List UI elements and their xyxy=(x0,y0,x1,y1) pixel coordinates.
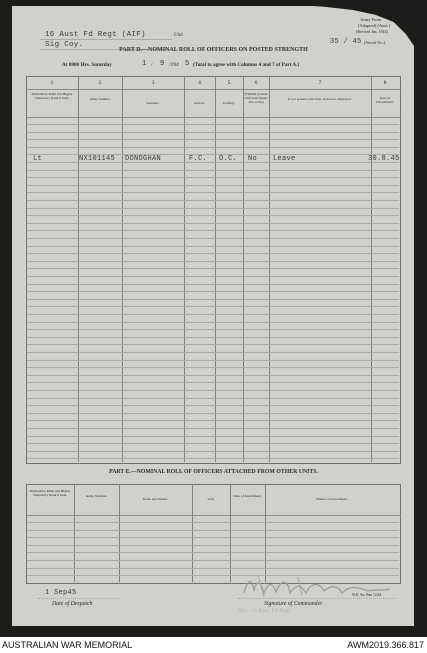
ruled-line xyxy=(27,545,399,546)
date-month: 9 xyxy=(160,60,165,68)
e-header-army-number: Army Number. xyxy=(85,494,108,498)
unit-name: 16 Aust Fd Regt (AIF) xyxy=(45,31,146,39)
signature-line xyxy=(238,598,396,599)
entry-employment: Leave xyxy=(273,155,296,163)
ruled-line xyxy=(27,261,399,262)
ruled-line xyxy=(27,552,399,553)
header-row-divider xyxy=(26,117,401,118)
ruled-line xyxy=(27,443,399,444)
header-present: Whether present with Unit (insert Yes or No) xyxy=(244,92,268,104)
part-d-title: PART D.—NOMINAL ROLL OF OFFICERS ON POSTED STRENGTH xyxy=(119,47,308,53)
archive-caption-bar xyxy=(0,637,427,653)
ruled-line xyxy=(27,352,399,353)
ruled-line xyxy=(27,284,399,285)
number-row-divider xyxy=(26,89,401,90)
ruled-line xyxy=(27,177,399,178)
commander-label: Signature of Commander xyxy=(264,601,323,607)
ruled-line xyxy=(27,413,399,414)
ruled-line xyxy=(27,192,399,193)
ruled-line xyxy=(27,436,399,437)
ruled-line xyxy=(27,314,399,315)
ruled-line xyxy=(27,428,399,429)
entry-present: No xyxy=(248,155,258,163)
e-header-nature: Nature of Attachment. xyxy=(316,497,348,501)
accession-number: AWM2019.366.817 xyxy=(347,640,424,650)
despatch-label: Date of Despatch xyxy=(52,601,93,607)
ruled-line xyxy=(27,360,399,361)
entry-detachment-date: 30.8.45 xyxy=(368,155,400,163)
ruled-line xyxy=(27,530,399,531)
ruled-line xyxy=(27,458,399,459)
ruled-line xyxy=(27,398,399,399)
col-number-6: 6 xyxy=(254,80,258,86)
serial-label: (Serial No.) xyxy=(364,40,386,45)
ruled-line xyxy=(27,306,399,307)
ruled-line xyxy=(27,139,399,140)
header-employment: If not present with Unit, state how employed. xyxy=(288,97,352,101)
date-year-prefix: /194 xyxy=(169,62,179,68)
header-surname: Surname. xyxy=(146,101,160,105)
ruled-line xyxy=(27,375,399,376)
ruled-line xyxy=(27,382,399,383)
ruled-line xyxy=(27,124,399,125)
ruled-line xyxy=(27,344,399,345)
ruled-line xyxy=(27,147,399,148)
ruled-line xyxy=(27,522,399,523)
printer-note: W.R. Sw. Ban 12/44 xyxy=(352,593,382,597)
ruled-line xyxy=(27,329,399,330)
col-number-4: 4 xyxy=(198,80,201,86)
part-e-title: PART E.—NOMINAL ROLL OF OFFICERS ATTACHED FROM OTHER UNITS. xyxy=(109,469,318,475)
ruled-line xyxy=(27,322,399,323)
entry-posting: O.C. xyxy=(219,155,238,163)
date-year-suffix: 5 xyxy=(185,60,190,68)
ruled-line xyxy=(27,291,399,292)
ruled-line xyxy=(27,215,399,216)
ruled-line xyxy=(27,451,399,452)
header-posting: Posting. xyxy=(223,101,235,105)
ruled-line xyxy=(27,420,399,421)
ruled-line xyxy=(27,560,399,561)
part-d-subtitle-suffix: (Total to agree with Columns 4 and 7 of Part A.) xyxy=(193,62,300,68)
sub-unit-name: Sig Coy. xyxy=(45,41,84,49)
ruled-line xyxy=(27,537,399,538)
e-header-unit: Unit. xyxy=(207,497,215,501)
unit-underline xyxy=(40,39,172,40)
ruled-line xyxy=(27,276,399,277)
form-ref-1: Army Form xyxy=(360,17,382,22)
part-d-subtitle-prefix: At 0800 Hrs. Saturday xyxy=(62,62,112,68)
e-header-rank: Substantive Rank and Higher Temporary Rank if held. xyxy=(29,489,71,497)
part-e-header-divider xyxy=(26,515,401,516)
header-detachment-date: Date of Detachment. xyxy=(376,96,394,104)
form-ref-2: (Adapted) (Aust.) xyxy=(358,23,390,28)
col-number-3: 3 xyxy=(151,80,155,86)
ruled-line xyxy=(27,238,399,239)
ruled-line xyxy=(27,367,399,368)
faded-stamp: Maj. 16 Aust Fd Regt xyxy=(238,609,292,614)
col-number-1: 1 xyxy=(50,80,54,86)
ruled-line xyxy=(27,132,399,133)
date-sep-1: / xyxy=(151,62,153,68)
header-army-number: Army Number. xyxy=(89,97,111,101)
ruled-line xyxy=(27,170,399,171)
header-initials: Initials. xyxy=(194,101,205,105)
despatch-line xyxy=(38,598,120,599)
col-number-5: 5 xyxy=(227,80,231,86)
entry-surname: DONOGHAN xyxy=(125,155,162,163)
col-number-7: 7 xyxy=(318,80,322,86)
col-number-2: 2 xyxy=(98,80,102,86)
ruled-line xyxy=(27,405,399,406)
entry-initials: F.C. xyxy=(189,155,208,163)
ruled-line xyxy=(27,568,399,569)
serial-number: 35 / 45 xyxy=(330,38,362,46)
unit-label: Unit xyxy=(174,33,183,38)
ruled-line xyxy=(27,185,399,186)
ruled-line xyxy=(27,268,399,269)
ruled-line xyxy=(27,337,399,338)
ruled-line xyxy=(27,208,399,209)
date-day: 1 xyxy=(142,60,147,68)
ruled-line xyxy=(27,253,399,254)
entry-rank: Lt xyxy=(33,155,43,163)
form-ref-3: (Revised Jan. 1943) xyxy=(356,29,388,34)
e-header-name: Name and Initials. xyxy=(142,497,169,501)
ruled-line xyxy=(27,299,399,300)
despatch-date: 1 Sep45 xyxy=(45,589,77,597)
ruled-line xyxy=(27,246,399,247)
ruled-line xyxy=(27,230,399,231)
e-header-attachment-date: Date of Attachment. xyxy=(233,494,262,498)
ruled-line xyxy=(27,200,399,201)
col-number-8: 8 xyxy=(383,80,387,86)
entry-army-number: NX101145 xyxy=(79,155,116,163)
ruled-line xyxy=(27,223,399,224)
archive-name: AUSTRALIAN WAR MEMORIAL xyxy=(2,640,133,650)
ruled-line xyxy=(27,390,399,391)
header-rank: Substantive Rank and Higher Temporary Rank if held. xyxy=(31,92,73,100)
